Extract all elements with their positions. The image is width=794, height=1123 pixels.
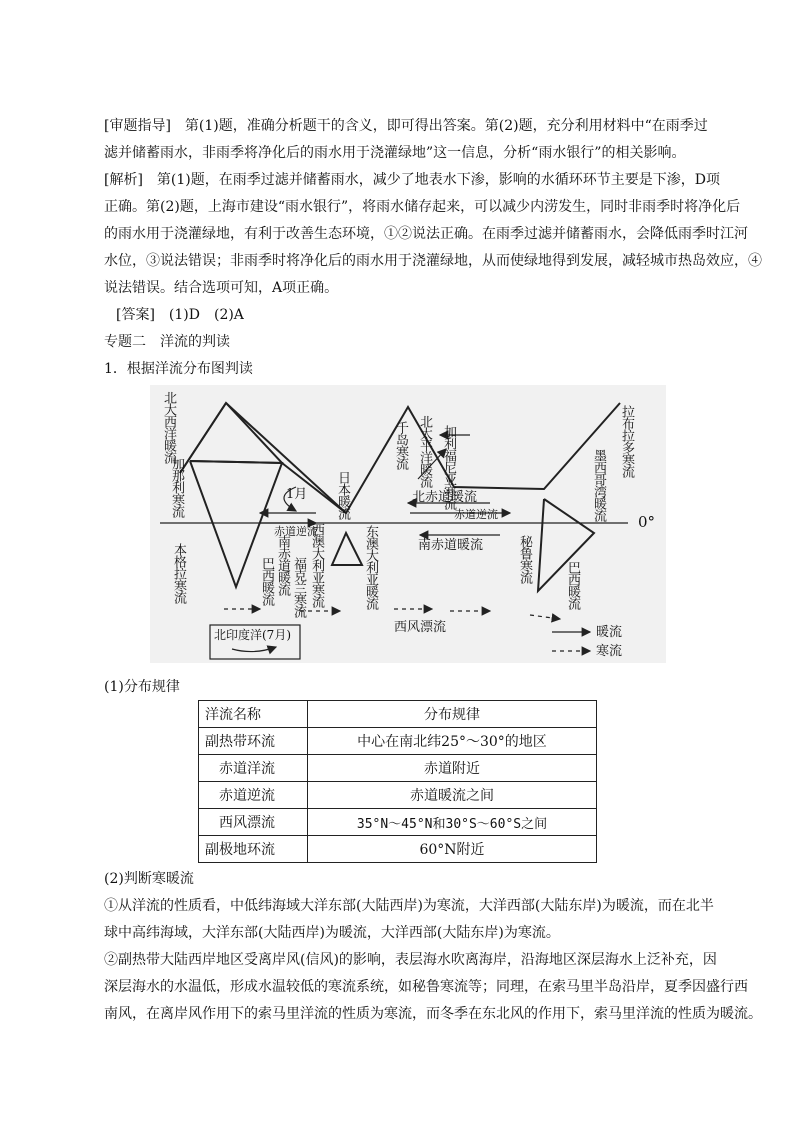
table-cell: 60°N附近 [308,836,597,863]
label-california: 加利福尼亚寒流 [441,425,456,509]
legend-warm: 暖流 [596,625,623,640]
guide-line-2: 滤并储蓄雨水，非雨季将净化后的雨水用于浇灌绿地”这一信息，分析“雨水银行”的相关影响。 [104,145,686,161]
label-labrador: 拉布拉多寒流 [619,405,634,477]
label-mexico: 墨西哥湾暖流 [591,449,606,521]
distribution-table [198,700,597,863]
analysis-line-4: 水位，③说法错误；非雨季时将净化后的雨水用于浇灌绿地，从而使绿地得到发展，减轻城市热岛效应，④ [104,253,762,269]
label-jan: 1月 [286,487,308,502]
table-row [199,782,597,809]
answer-line: [答案] (1)D (2)A [116,307,244,323]
table-cell: 副极地环流 [199,836,308,863]
para-d-line-3: 南风，在离岸风作用下的索马里洋流的性质为寒流，而冬季在东北风的作用下，索马里洋流的性质为暖流。 [104,1006,762,1022]
para-d-line-1: ②副热带大陆西岸地区受离岸风(信风)的影响，表层海水吹离海岸，沿海地区深层海水上泛补充，因 [104,952,717,968]
table-cell: 35°N～45°N和30°S～60°S之间 [308,809,597,836]
table-cell: 西风漂流 [199,809,308,836]
table-header-row [199,701,597,728]
para-c-line-1: ①从洋流的性质看，中低纬海域大洋东部(大陆西岸)为寒流，大洋西部(大陆东岸)为暖流，而在北半 [104,898,714,914]
label-benguela: 本格拉寒流 [171,543,186,603]
label-w-australia: 西澳大利亚寒流 [309,523,324,607]
table-header: 洋流名称 [199,701,308,728]
table-cell: 副热带环流 [199,728,308,755]
label-n-eq: 北赤道暖流 [412,490,478,505]
section1-title: (1)分布规律 [104,679,180,695]
table-cell: 中心在南北纬25°～30°的地区 [308,728,597,755]
label-n-pacific: 北太平洋暖流 [417,415,432,487]
legend-cold: 寒流 [596,644,623,659]
item-heading: 1．根据洋流分布图判读 [104,361,253,377]
table-cell: 赤道附近 [308,755,597,782]
table-row [199,755,597,782]
label-s-eq-left: 南赤道暖流 [275,535,290,595]
label-japan: 日本暖流 [335,471,350,519]
section2-title: (2)判断寒暖流 [104,871,194,887]
label-kuroshio: 千岛寒流 [393,421,408,469]
ocean-current-diagram [150,385,666,663]
label-brazil: 巴西暖流 [259,557,274,605]
label-eq-counter-left: 赤道逆流 [274,525,318,538]
table-row [199,728,597,755]
label-n-indian: 北印度洋(7月) [214,628,291,642]
analysis-line-3: 的雨水用于浇灌绿地，有利于改善生态环境，①②说法正确。在雨季过滤并储蓄雨水，会降低雨季时江河 [104,226,748,242]
table-cell: 赤道逆流 [199,782,308,809]
indian-triangle [332,533,362,565]
label-canary: 加那利寒流 [169,457,184,517]
table-row [199,836,597,863]
table-row [199,809,597,836]
label-west-wind: 西风漂流 [394,620,447,635]
table-cell: 赤道暖流之间 [308,782,597,809]
guide-line-1: [审题指导] 第(1)题，准确分析题干的含义，即可得出答案。第(2)题，充分利用材料中“在雨季过 [104,118,708,134]
para-c-line-2: 球中高纬海域，大洋东部(大陆西岸)为暖流，大洋西部(大陆东岸)为寒流。 [104,925,560,941]
para-d-line-2: 深层海水的水温低，形成水温较低的寒流系统，如秘鲁寒流等；同理，在索马里半岛沿岸，夏季因盛行西 [104,979,748,995]
label-falkland: 福克兰寒流 [291,557,306,617]
topic-heading: 专题二 洋流的判读 [104,334,230,350]
analysis-line-5: 说法错误。结合选项可知，A项正确。 [104,280,339,296]
label-eq-counter-right: 赤道逆流 [454,508,498,521]
table-header: 分布规律 [308,701,597,728]
label-s-eq-right: 南赤道暖流 [418,538,484,553]
label-brazil-right: 巴西暖流 [565,561,580,609]
analysis-line-2: 正确。第(2)题，上海市建设“雨水银行”，将雨水储存起来，可以减少内涝发生，同时非雨季时将净化后 [104,199,741,215]
table-cell: 赤道洋流 [199,755,308,782]
label-e-australia: 东澳大利亚暖流 [363,525,378,609]
analysis-line-1: [解析] 第(1)题，在雨季过滤并储蓄雨水，减少了地表水下渗，影响的水循环环节主要是下渗，D项 [104,172,720,188]
label-n-atlantic: 北大西洋暖流 [161,391,176,463]
label-zero-degree: 0° [638,513,656,531]
label-peru: 秘鲁寒流 [517,535,532,583]
